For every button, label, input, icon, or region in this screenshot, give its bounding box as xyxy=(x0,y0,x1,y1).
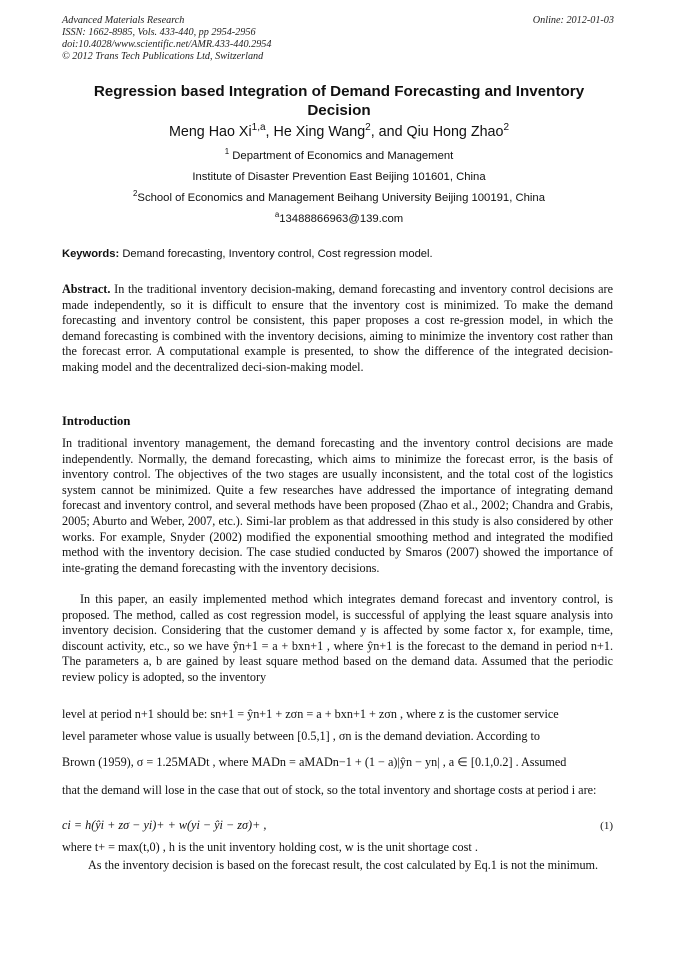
aff1-sup: 1 xyxy=(224,147,230,157)
intro-paragraph-1: In traditional inventory management, the demand forecasting and the inventory control decisions are made independently. Normally, the demand forecasting, which aims to minimize the forecast error, is the basis of inventory control. The objectives of the two stages are usually inconsistent, and the total cost of the logistics system cannot be minimized. Quite a few researches have addressed the importance of integrating demand forecast and inventory control, and several methods have been proposed (Zhao et al., 2002; Chandra and Grabis, 2005; Aburto and Weber, 2007, etc.). Simi-lar problem as that addressed in this study is also considered by other works. For example, Snyder (2002) modified the exponential smoothing method and integrated the modified method with the inventory decision. The case studied conducted by Smaros (2007) showed the importance of inte-grating the demand forecasting with the inventory decisions. xyxy=(62,436,613,575)
copyright: © 2012 Trans Tech Publications Ltd, Switzerland xyxy=(62,51,264,62)
equation-number: (1) xyxy=(600,820,613,832)
author-3-sup: 2 xyxy=(503,122,510,134)
abstract-label: Abstract. xyxy=(62,282,111,296)
after-brown: that the demand will lose in the case that out of stock, so the total inventory and shortage costs at period i are: xyxy=(62,783,597,797)
level-line-2: level parameter whose value is usually between [0.5,1] , σn is the demand deviation. According to xyxy=(62,729,541,743)
author-3: , and Qiu Hong Zhao xyxy=(370,124,504,140)
author-1: Meng Hao Xi xyxy=(168,124,252,140)
online-date: Online: 2012-01-03 xyxy=(532,15,614,26)
authors xyxy=(62,124,616,140)
email-text: 13488866963@139.com xyxy=(279,213,404,225)
abstract xyxy=(62,282,613,376)
journal-header xyxy=(62,15,271,63)
keywords-text: Demand forecasting, Inventory control, Cost regression model. xyxy=(122,248,433,260)
aff2-sup: 2 xyxy=(133,189,138,199)
intro-paragraph-2: In this paper, an easily implemented method which integrates demand forecast and inventory control, is proposed. The method, called as cost regression model, is successful of applying the least square analysis into inventory decision. Considering that the customer demand y is affected by some factor x, for example, time, discount activity, etc., so we have ŷn+1 = a + bxn+1 , where ŷn+1 is the forecast to the demand in period n+1. The parameters a, b are gained by least square method based on the demand data. Assumed that the periodic review policy is adopted, so the inventory xyxy=(62,592,613,684)
email-sup: a xyxy=(274,210,280,220)
where-line: where t+ = max(t,0) , h is the unit inventory holding cost, w is the unit shortage cost . xyxy=(62,840,478,854)
section-heading: Introduction xyxy=(62,414,131,428)
affiliation-1 xyxy=(62,147,616,162)
doi: doi:10.4028/www.scientific.net/AMR.433-440.2954 xyxy=(62,39,272,50)
email xyxy=(62,210,616,225)
aff2-text: School of Economics and Management Beihang University Beijing 100191, China xyxy=(137,192,545,204)
paper-title xyxy=(62,82,616,120)
keywords-label: Keywords: xyxy=(62,248,120,260)
author-2: , He Xing Wang xyxy=(265,124,366,140)
equation-1: ci = h(ŷi + zσ − yi)+ + w(yi − ŷi − zσ)+ , xyxy=(62,818,267,832)
keywords xyxy=(62,248,433,260)
aff1-line1: Department of Economics and Management xyxy=(232,150,454,162)
brown-line: Brown (1959), σ = 1.25MADt , where MADn = aMADn−1 + (1 − a)|ŷn − yn| , a ∈ [0.1,0.2] . Assumed xyxy=(62,755,567,769)
abstract-text: In the traditional inventory decision-making, demand forecasting and inventory control decisions are made independently, so it is difficult to ensure that the inventory cost is minimized. To make the demand forecasting and inventory control be consistent, this paper proposes a cost re-gression model, in which the demand forecasting is combined with the inventory decisions, aiming to minimize the inventory cost rather than the forecast error. A computational example is presented, to show the difference of the integrated decision-making model and the decentralized deci-sion-making model. xyxy=(62,282,614,374)
author-2-sup: 2 xyxy=(365,122,371,134)
issn: ISSN: 1662-8985, Vols. 433-440, pp 2954-2956 xyxy=(62,27,256,38)
journal-name: Advanced Materials Research xyxy=(62,15,185,26)
title-line-2: Decision xyxy=(307,102,371,119)
aff1-line2: Institute of Disaster Prevention East Beijing 101601, China xyxy=(192,171,486,183)
author-1-sup: 1,a xyxy=(251,122,266,134)
level-line: level at period n+1 should be: sn+1 = ŷn+1 + zσn = a + bxn+1 + zσn , where z is the customer service xyxy=(62,707,559,721)
final-paragraph: As the inventory decision is based on the forecast result, the cost calculated by Eq.1 is not the minimum. xyxy=(88,858,599,872)
affiliation-2 xyxy=(62,189,616,204)
title-line-1: Regression based Integration of Demand Forecasting and Inventory xyxy=(93,83,585,100)
